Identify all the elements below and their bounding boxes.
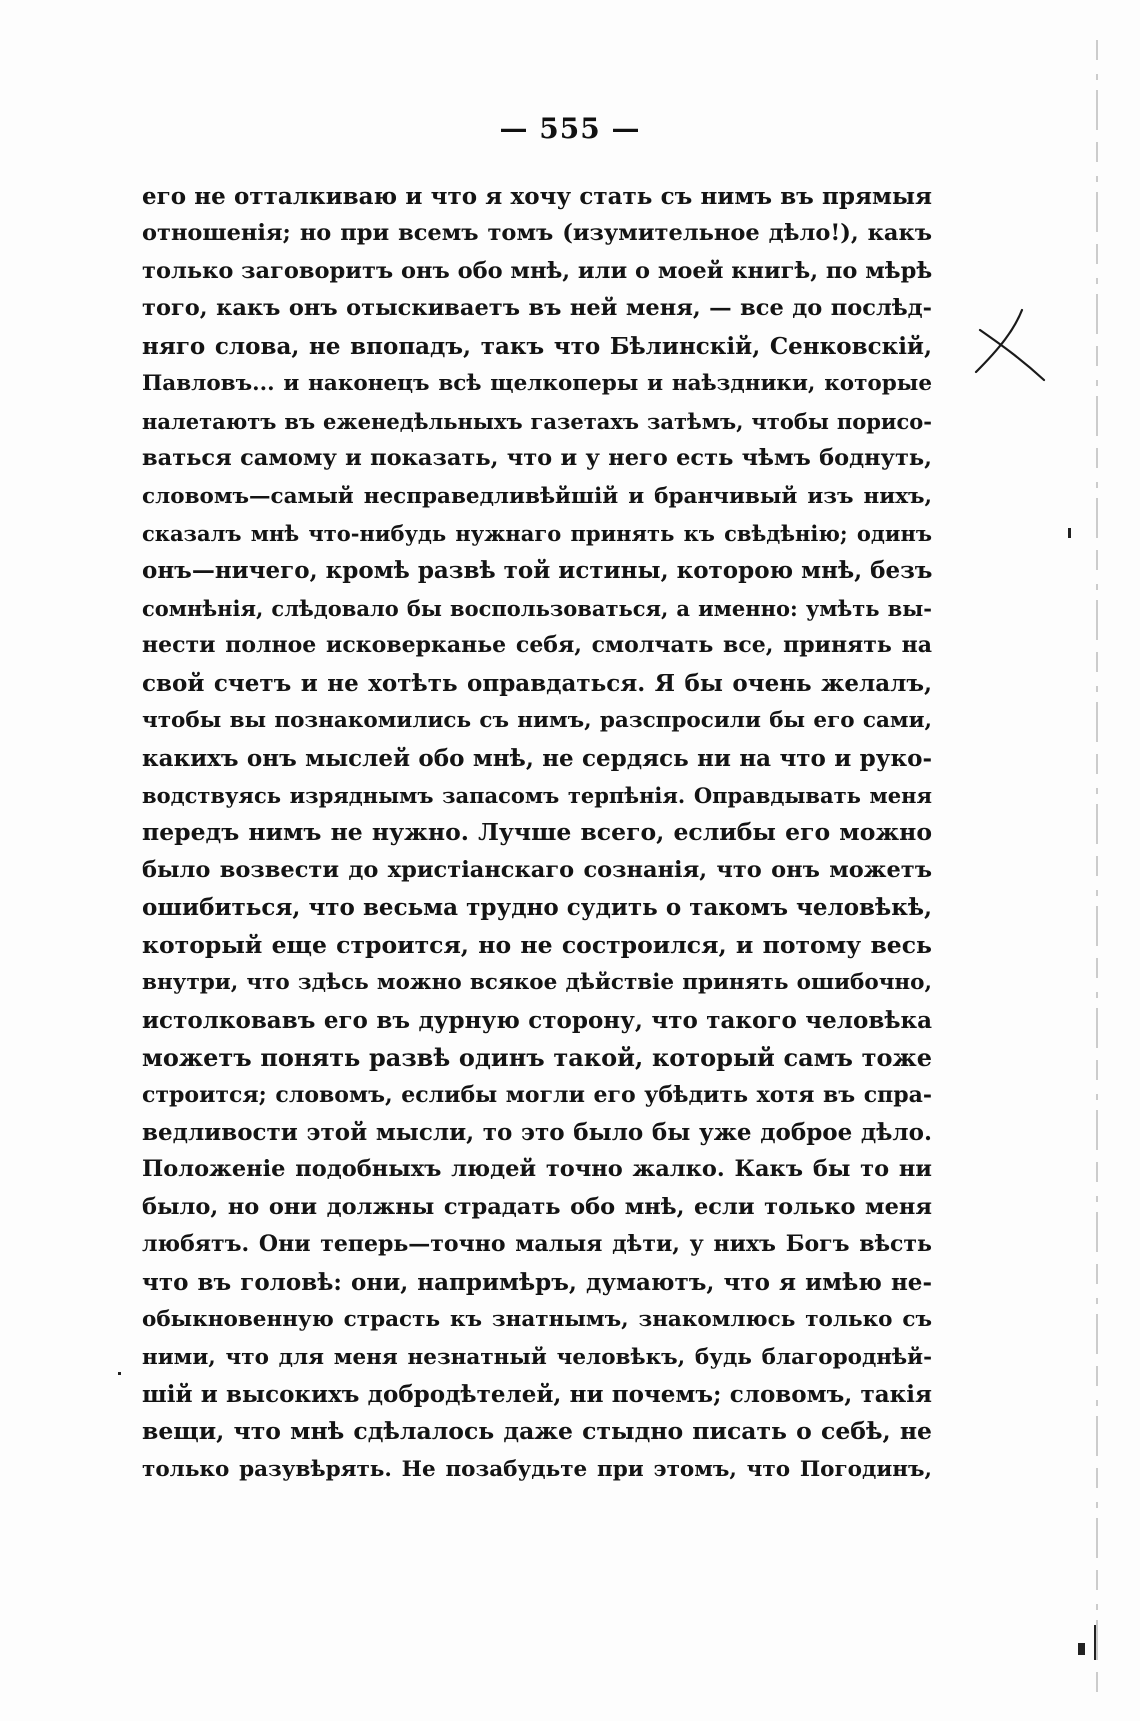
text-line: отношенія; но при всемъ томъ (изумительное дѣло!), какъ [142, 220, 932, 247]
text-line: онъ—ничего, кромѣ развѣ той истины, которою мнѣ, безъ [142, 557, 932, 585]
text-line: ними, что для меня незнатный человѣкъ, будь благороднѣй- [142, 1344, 932, 1370]
text-line: что въ головѣ: они, напримѣръ, думаютъ, что я имѣю не- [142, 1268, 932, 1296]
text-line: только разувѣрять. Не позабудьте при этомъ, что Погодинъ, [142, 1456, 932, 1482]
text-line: сомнѣнія, слѣдовало бы воспользоваться, а именно: умѣть вы- [142, 595, 932, 621]
text-line: водствуясь изряднымъ запасомъ терпѣнія. Оправдывать меня [142, 783, 932, 808]
text-line: Павловъ... и наконецъ всѣ щелкоперы и наѣздники, которые [142, 371, 932, 397]
text-line: было, но они должны страдать обо мнѣ, если только меня [142, 1193, 932, 1220]
text-line: няго слова, не впопадъ, такъ что Бѣлинскій, Сенковскій, [142, 332, 932, 360]
text-line: того, какъ онъ отыскиваетъ въ ней меня, — все до послѣд- [142, 295, 932, 322]
text-line: налетаютъ въ еженедѣльныхъ газетахъ затѣмъ, чтобы порисо- [142, 408, 932, 434]
text-line: можетъ понять развѣ одинъ такой, который самъ тоже [142, 1043, 932, 1073]
page-edge-line [1096, 40, 1098, 1700]
text-line: шій и высокихъ добродѣтелей, ни почемъ; словомъ, такія [142, 1381, 932, 1408]
text-line: ведливости этой мысли, то это было бы уже доброе дѣло. [142, 1118, 932, 1146]
text-line: любятъ. Они теперь—точно малыя дѣти, у нихъ Богъ вѣсть [142, 1231, 932, 1258]
ink-speck [1078, 1643, 1085, 1655]
text-line: который еще строится, но не состроился, и потому весь [142, 930, 932, 959]
text-line: было возвести до христіанскаго сознанія, что онъ можетъ [142, 856, 932, 883]
text-line: передъ нимъ не нужно. Лучше всего, еслибы его можно [142, 818, 932, 847]
text-line: ошибиться, что весьма трудно судить о такомъ человѣкѣ, [142, 894, 932, 922]
text-line: словомъ—самый несправедливѣйшій и бранчивый изъ нихъ, [142, 483, 932, 509]
text-line: истолковавъ его въ дурную сторону, что такого человѣка [142, 1006, 932, 1034]
text-line: вещи, что мнѣ сдѣлалось даже стыдно писать о себѣ, не [142, 1417, 932, 1446]
text-line: обыкновенную страсть къ знатнымъ, знакомлюсь только съ [142, 1307, 932, 1333]
text-line: какихъ онъ мыслей обо мнѣ, не сердясь ни на что и руко- [142, 744, 932, 772]
ink-speck [118, 1372, 121, 1375]
text-line: ваться самому и показать, что и у него есть чѣмъ боднуть, [142, 445, 932, 472]
text-line: нести полное исковерканье себя, смолчать все, принять на [142, 632, 932, 659]
text-line: только заговоритъ онъ обо мнѣ, или о моей книгѣ, по мѣрѣ [142, 257, 932, 284]
text-line: строится; словомъ, еслибы могли его убѣдить хотя въ спра- [142, 1081, 932, 1108]
text-line: сказалъ мнѣ что-нибудь нужнаго принять къ свѣдѣнію; одинъ [142, 520, 932, 546]
handwritten-x-mark [970, 300, 1060, 400]
page-number: — 555 — [499, 112, 641, 145]
ink-speck [1068, 528, 1071, 538]
ink-speck [1094, 1625, 1096, 1660]
text-line: свой счетъ и не хотѣть оправдаться. Я бы очень желалъ, [142, 669, 932, 697]
text-line: внутри, что здѣсь можно всякое дѣйствіе принять ошибочно, [142, 970, 932, 996]
text-line: Положеніе подобныхъ людей точно жалко. Какъ бы то ни [142, 1156, 932, 1183]
body-text [142, 178, 932, 1488]
text-line: чтобы вы познакомились съ нимъ, разспросили бы его сами, [142, 708, 932, 734]
text-line: его не отталкиваю и что я хочу стать съ нимъ въ прямыя [142, 183, 932, 210]
